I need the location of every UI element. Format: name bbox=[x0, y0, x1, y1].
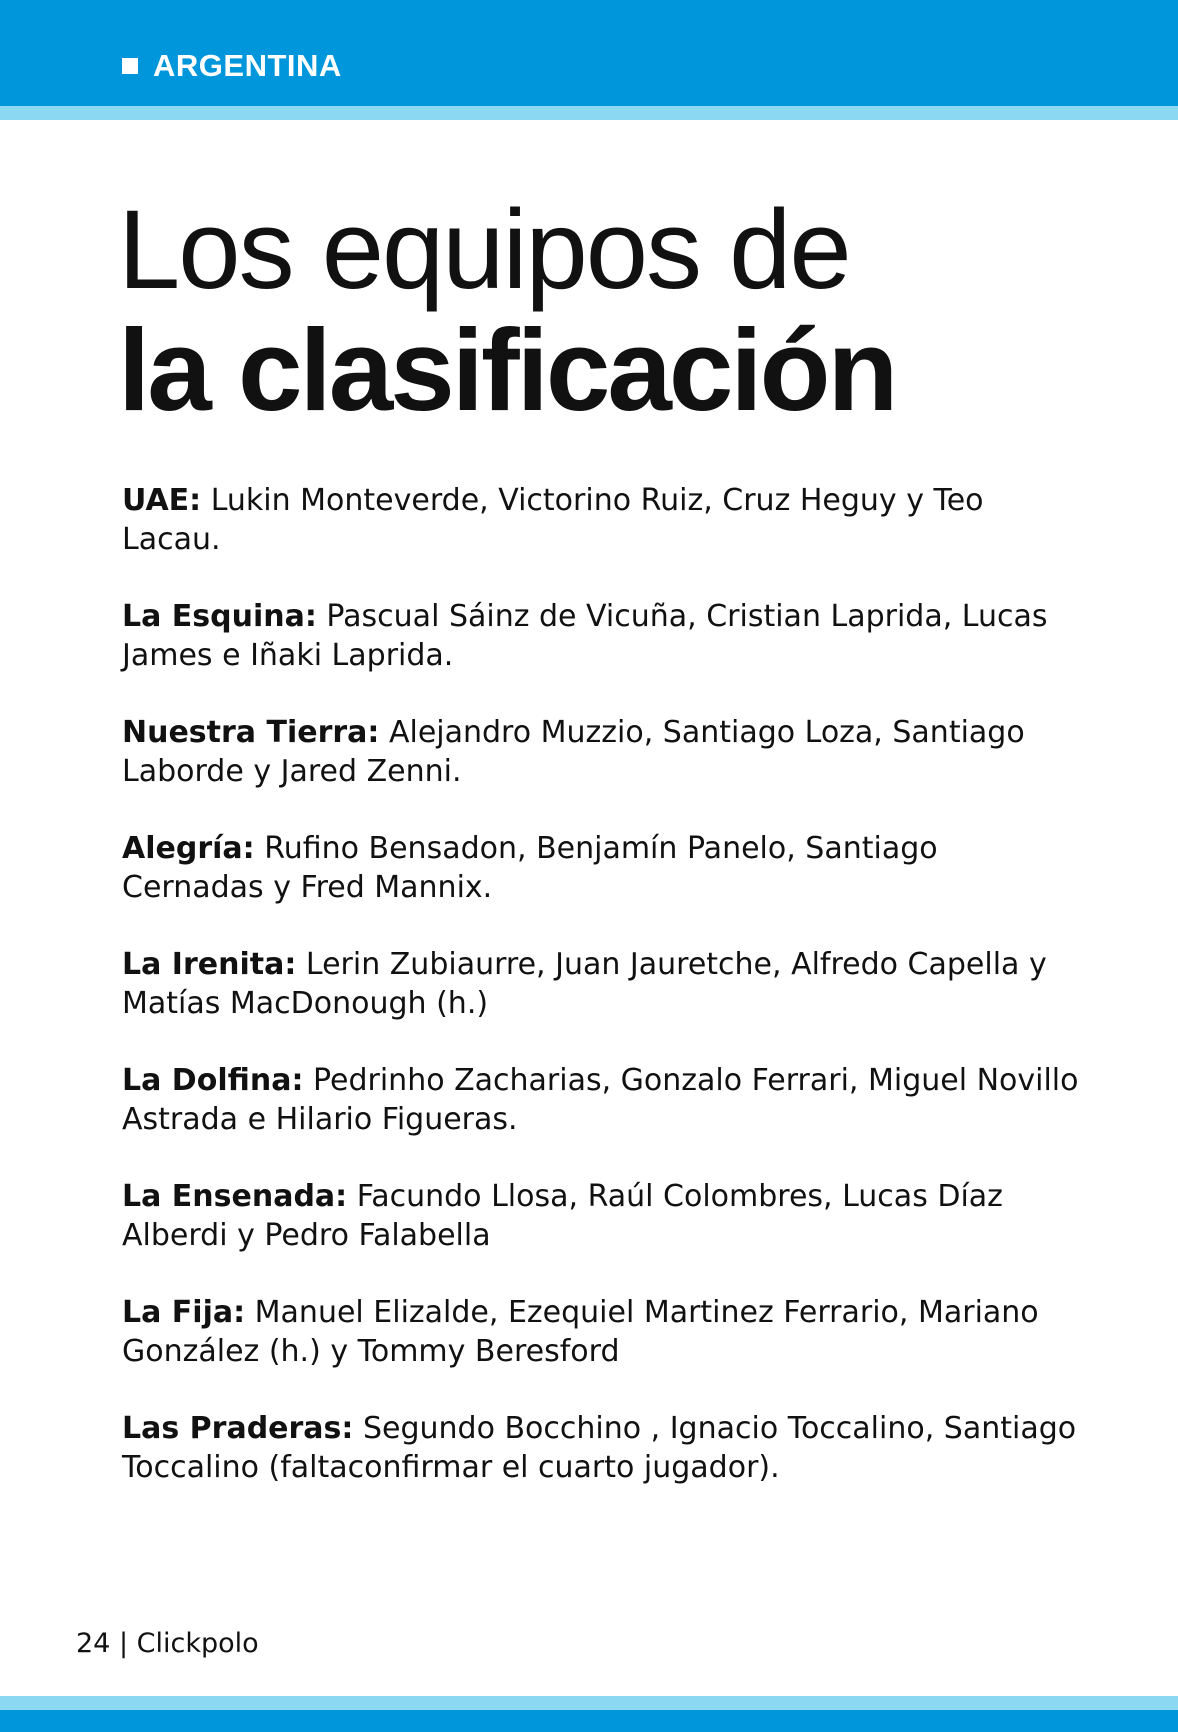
team-players: Pedrinho Zacharias, Gonzalo Ferrari, Miguel Novillo Astrada e Hilario Figueras. bbox=[122, 1063, 1079, 1137]
page-title bbox=[118, 187, 896, 435]
title-line-1: Los equipos de bbox=[118, 187, 850, 312]
team-item bbox=[122, 945, 1082, 1023]
team-item bbox=[122, 829, 1082, 907]
team-players: Facundo Llosa, Raúl Colombres, Lucas Díaz Alberdi y Pedro Falabella bbox=[122, 1179, 1003, 1253]
square-bullet-icon bbox=[122, 58, 138, 74]
team-item bbox=[122, 1061, 1082, 1139]
team-name: Las Praderas: bbox=[122, 1411, 354, 1446]
team-name: Nuestra Tierra: bbox=[122, 715, 380, 750]
team-players: Segundo Bocchino , Ignacio Toccalino, Santiago Toccalino (faltaconfirmar el cuarto jugador). bbox=[122, 1411, 1077, 1485]
team-players: Alejandro Muzzio, Santiago Loza, Santiago Laborde y Jared Zenni. bbox=[122, 715, 1025, 789]
team-players: Pascual Sáinz de Vicuña, Cristian Laprida, Lucas James e Iñaki Laprida. bbox=[122, 599, 1048, 673]
team-list bbox=[122, 481, 1082, 1525]
team-item bbox=[122, 1177, 1082, 1255]
team-players: Rufino Bensadon, Benjamín Panelo, Santiago Cernadas y Fred Mannix. bbox=[122, 831, 938, 905]
team-item bbox=[122, 713, 1082, 791]
team-item bbox=[122, 597, 1082, 675]
team-name: La Ensenada: bbox=[122, 1179, 348, 1214]
section-label bbox=[122, 48, 342, 84]
team-name: La Irenita: bbox=[122, 947, 297, 982]
section-label-text: ARGENTINA bbox=[153, 48, 342, 83]
team-name: UAE: bbox=[122, 483, 202, 518]
team-item bbox=[122, 481, 1082, 559]
team-players: Lerin Zubiaurre, Juan Jauretche, Alfredo Capella y Matías MacDonough (h.) bbox=[122, 947, 1047, 1021]
team-item bbox=[122, 1293, 1082, 1371]
team-name: La Esquina: bbox=[122, 599, 317, 634]
page-footer: 24 | Clickpolo bbox=[76, 1628, 259, 1659]
title-line-2: la clasificación bbox=[118, 305, 896, 435]
team-players: Manuel Elizalde, Ezequiel Martinez Ferrario, Mariano González (h.) y Tommy Beresford bbox=[122, 1295, 1039, 1369]
team-players: Lukin Monteverde, Victorino Ruiz, Cruz Heguy y Teo Lacau. bbox=[122, 483, 984, 557]
team-name: La Dolfina: bbox=[122, 1063, 304, 1098]
team-name: Alegría: bbox=[122, 831, 255, 866]
team-name: La Fija: bbox=[122, 1295, 246, 1330]
footer-bar bbox=[0, 1710, 1178, 1732]
header-stripe bbox=[0, 106, 1178, 120]
team-item bbox=[122, 1409, 1082, 1487]
footer-stripe bbox=[0, 1696, 1178, 1710]
